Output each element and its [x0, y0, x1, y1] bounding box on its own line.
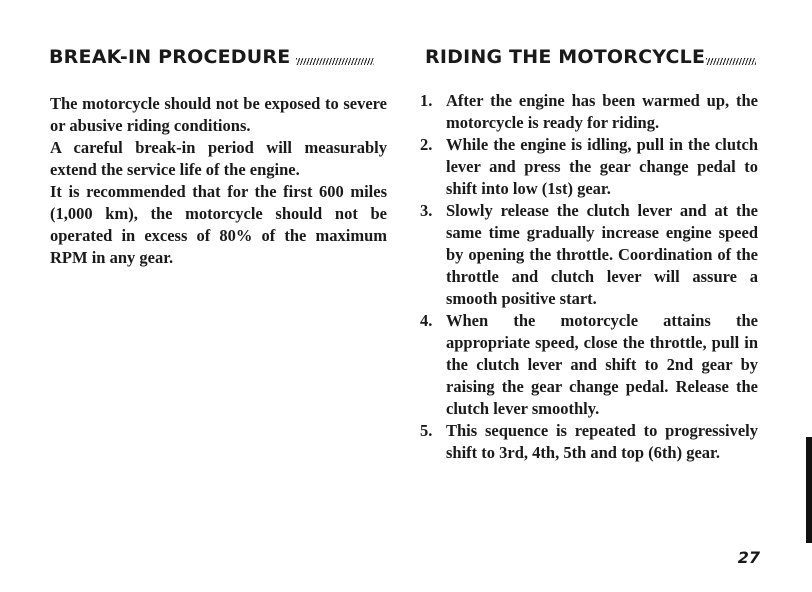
riding-step: [420, 90, 758, 134]
riding-step: [420, 200, 758, 310]
riding-steps-list: [420, 90, 758, 464]
step-text: After the engine has been warmed up, the motorcycle is ready for riding.: [446, 91, 758, 132]
step-text: This sequence is repeated to progressively shift to 3rd, 4th, 5th and top (6th) gear.: [446, 421, 758, 462]
riding-step: [420, 310, 758, 420]
step-number: 5.: [420, 421, 433, 440]
break-in-section: [50, 93, 387, 269]
step-text: When the motorcycle attains the appropriate speed, close the throttle, pull in the clutch lever and shift to 2nd gear by raising the gear change pedal. Release the clutch lever smoothly.: [446, 311, 758, 418]
step-number: 3.: [420, 201, 433, 220]
heading-hatch-rule: [706, 58, 756, 65]
riding-step: [420, 134, 758, 200]
riding-step: [420, 420, 758, 464]
heading-hatch-rule: [296, 58, 374, 65]
break-in-paragraph: A careful break-in period will measurably extend the service life of the engine.: [50, 138, 387, 179]
step-number: 4.: [420, 311, 433, 330]
step-text: Slowly release the clutch lever and at the same time gradually increase engine speed by opening the throttle. Coordination of the throttle and clutch lever will assure a smooth positive start.: [446, 201, 758, 308]
riding-heading-text: RIDING THE MOTORCYCLE: [425, 46, 706, 68]
riding-heading: [425, 46, 756, 68]
break-in-paragraph: It is recommended that for the first 600 miles (1,000 km), the motorcycle should not be operated in excess of 80% of the maximum RPM in any gear.: [50, 182, 387, 267]
step-number: 2.: [420, 135, 433, 154]
step-text: While the engine is idling, pull in the clutch lever and press the gear change pedal to shift into low (1st) gear.: [446, 135, 758, 198]
break-in-paragraph: The motorcycle should not be exposed to severe or abusive riding conditions.: [50, 94, 387, 135]
page-number: 27: [737, 548, 760, 567]
page-edge-thumb-mark: [806, 437, 812, 543]
break-in-heading: [49, 46, 374, 68]
break-in-heading-text: BREAK-IN PROCEDURE: [49, 46, 291, 68]
step-number: 1.: [420, 91, 433, 110]
